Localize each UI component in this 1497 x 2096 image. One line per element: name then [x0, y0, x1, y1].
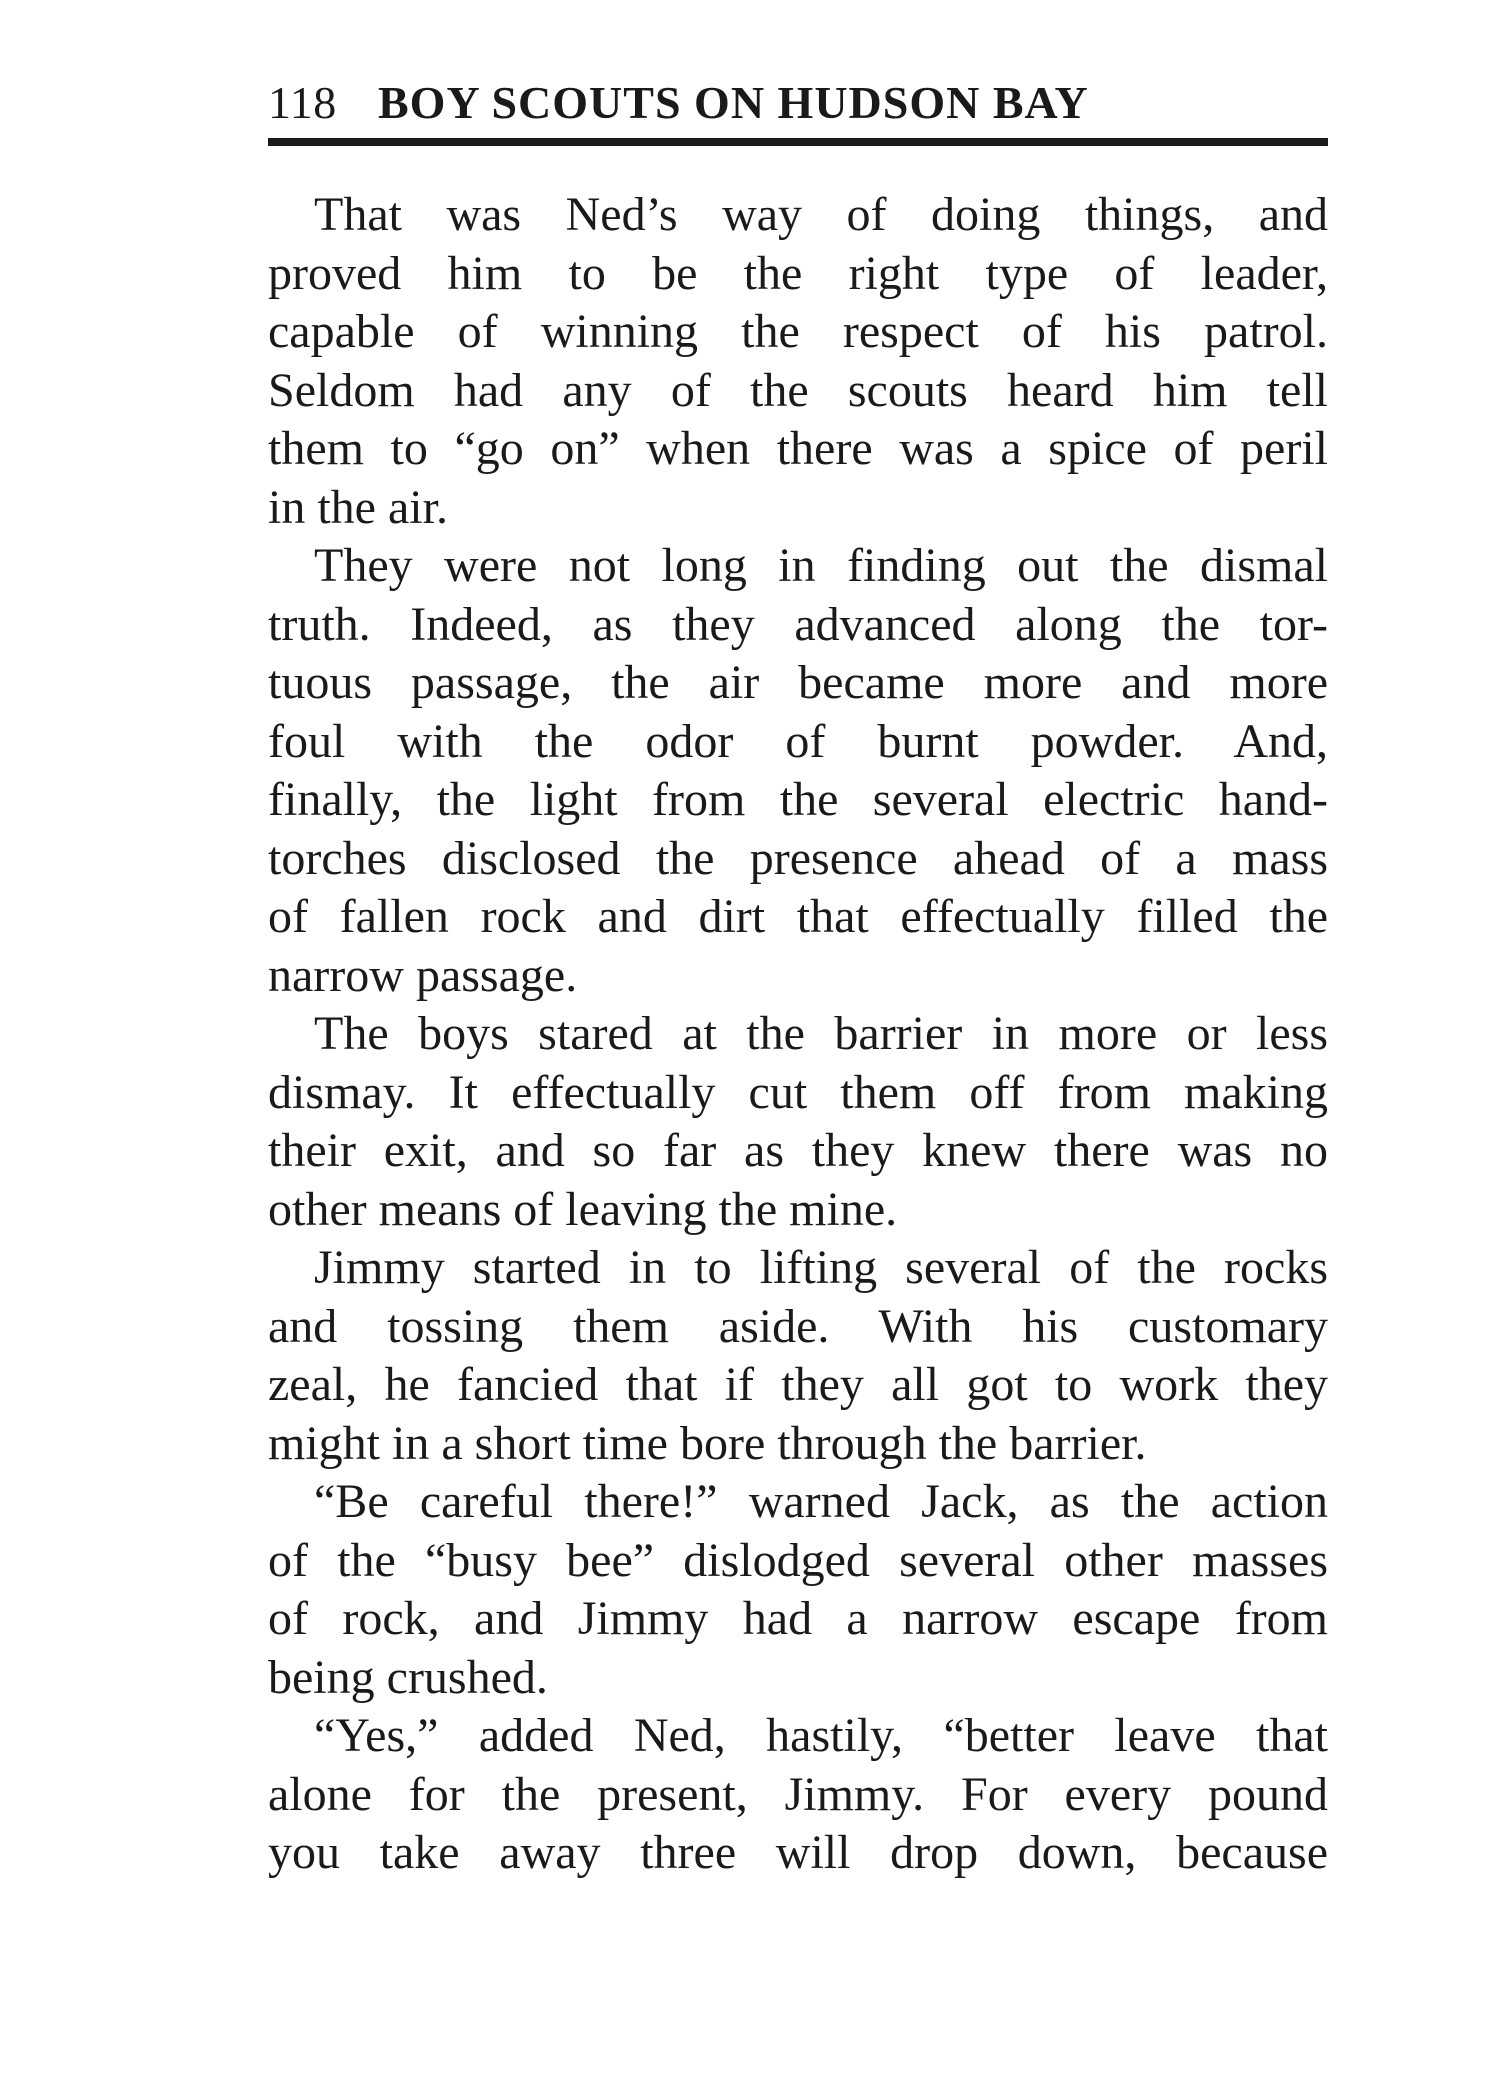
text-line: capable of winning the respect of his patrol.	[268, 305, 1328, 358]
text-line: being crushed.	[268, 1650, 548, 1704]
paragraph	[268, 537, 1328, 1005]
text-line: of rock, and Jimmy had a narrow escape from	[268, 1592, 1328, 1645]
text-line: “Be careful there!” warned Jack, as the action	[314, 1475, 1328, 1528]
text-line: narrow passage.	[268, 948, 578, 1002]
text-line: other means of leaving the mine.	[268, 1182, 898, 1236]
header-rule	[268, 138, 1328, 146]
paragraph	[268, 186, 1328, 537]
text-line: proved him to be the right type of leader,	[268, 246, 1328, 300]
text-line: their exit, and so far as they knew there was no	[268, 1124, 1328, 1177]
text-line: in the air.	[268, 480, 448, 534]
text-line: dismay. It effectually cut them off from making	[268, 1065, 1328, 1119]
body-text	[268, 186, 1328, 1883]
running-title: BOY SCOUTS ON HUDSON BAY	[378, 77, 1089, 128]
text-line: The boys stared at the barrier in more or less	[314, 1007, 1328, 1060]
text-line: might in a short time bore through the barrier.	[268, 1416, 1147, 1470]
text-line: foul with the odor of burnt powder. And,	[268, 714, 1328, 768]
text-line: finally, the light from the several electric hand-	[268, 773, 1328, 826]
page-number: 118	[268, 77, 337, 128]
text-line: Jimmy started in to lifting several of the rocks	[314, 1241, 1328, 1294]
text-line: zeal, he fancied that if they all got to work they	[268, 1358, 1328, 1411]
text-line: of the “busy bee” dislodged several other masses	[268, 1533, 1328, 1587]
text-line: and tossing them aside. With his customary	[268, 1299, 1328, 1353]
text-line: alone for the present, Jimmy. For every pound	[268, 1767, 1328, 1821]
page-header	[268, 78, 1328, 128]
text-line: They were not long in finding out the dismal	[314, 539, 1328, 592]
text-line: “Yes,” added Ned, hastily, “better leave that	[314, 1709, 1328, 1762]
paragraph	[268, 1473, 1328, 1707]
text-line: Seldom had any of the scouts heard him tell	[268, 363, 1328, 417]
paragraph	[268, 1005, 1328, 1239]
text-line: truth. Indeed, as they advanced along the tor-	[268, 597, 1328, 651]
text-line: of fallen rock and dirt that effectually filled the	[268, 890, 1328, 943]
text-line: them to “go on” when there was a spice of peril	[268, 422, 1328, 475]
paragraph	[268, 1707, 1328, 1883]
text-line: you take away three will drop down, because	[268, 1826, 1328, 1879]
text-line: That was Ned’s way of doing things, and	[314, 188, 1328, 241]
text-line: torches disclosed the presence ahead of a mass	[268, 831, 1328, 885]
paragraph	[268, 1239, 1328, 1473]
text-line: tuous passage, the air became more and more	[268, 656, 1328, 709]
